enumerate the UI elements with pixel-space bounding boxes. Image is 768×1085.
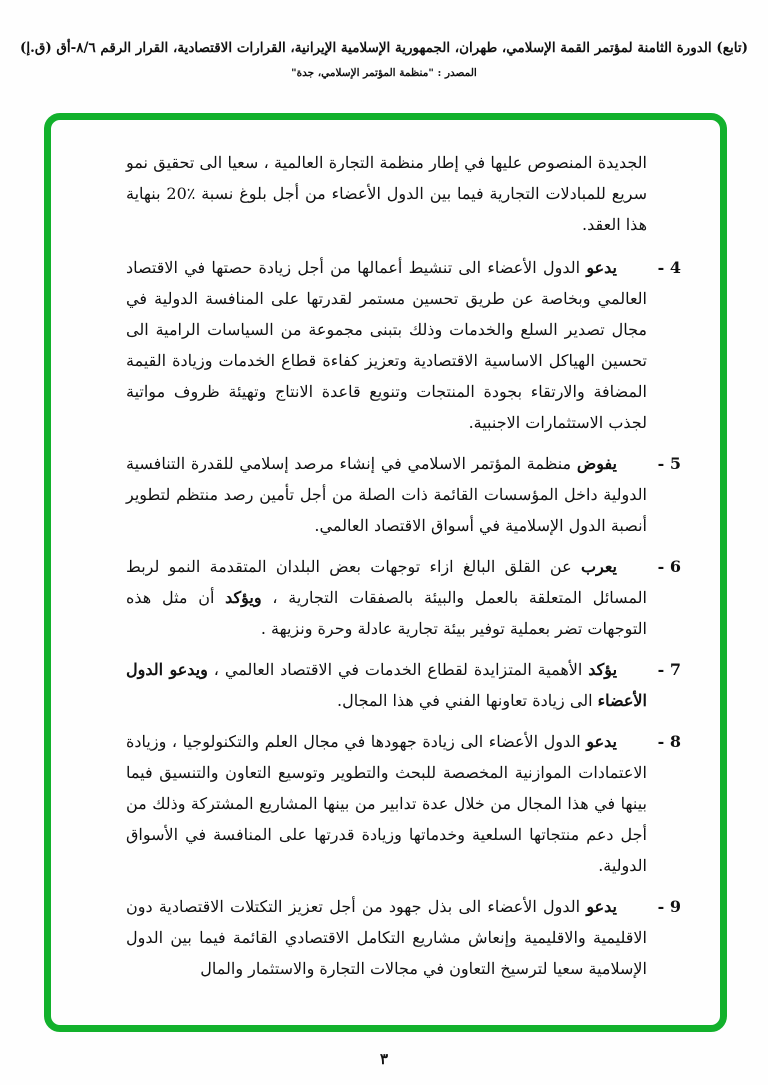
resolution-text: يعرب عن القلق البالغ ازاء توجهات بعض البلدان المتقدمة النمو لربط المسائل المتعلقة بالعمل والبيئة بالصفقات التجارية ، ويؤكد أن مثل هذه التوجهات تضر بعملية توفير بيئة تجارية عادلة وحرة ونزيهة . xyxy=(126,557,647,638)
resolution-number: 9 - xyxy=(657,897,681,916)
intro-paragraph: الجديدة المنصوص عليها في إطار منظمة التجارة العالمية ، سعيا الى تحقيق نمو سريع للمبادلات التجارية فيما بين الدول الأعضاء من أجل بلوغ نسبة ٪20 بنهاية هذا العقد. xyxy=(126,153,647,234)
resolution-text: يدعو الدول الأعضاء الى زيادة جهودها في مجال العلم والتكنولوجيا ، وزيادة الاعتمادات الموازنية المخصصة للبحث والتطوير وتوسيع التعاون والتنسيق فيما بينها في هذا المجال من خلال عدة تدابير من بينها المشاريع المشتركة وذلك من أجل دعم منتجاتها السلعية وخدماتها وزيادة قدرتها على المنافسة في الأسواق الدولية. xyxy=(126,732,647,875)
resolution-text: يدعو الدول الأعضاء الى تنشيط أعمالها من أجل زيادة حصتها في الاقتصاد العالمي وبخاصة عن طريق تحسين مستمر لقدرتها على المنافسة الدولية في مجال تصدير السلع والخدمات وذلك بتبنى مجموعة من السياسات الرامية الى تحسين الهياكل الاساسية الاقتصادية وتعزيز كفاءة قطاع الخدمات وزيادة القيمة المضافة والارتقاء بجودة المنتجات وتنويع قاعدة الانتاج وتهيئة ظروف مواتية لجذب الاستثمارات الاجنبية. xyxy=(126,258,648,432)
resolution-number: 5 - xyxy=(657,454,681,473)
resolution-number: 6 - xyxy=(657,557,681,576)
resolution-number: 7 - xyxy=(657,660,681,679)
resolution-item xyxy=(126,551,681,644)
document-source: المصدر : "منظمة المؤتمر الإسلامي، جدة" xyxy=(291,67,477,79)
resolution-number: 4 - xyxy=(657,258,681,277)
resolution-item xyxy=(126,726,681,881)
page-number: ٣ xyxy=(379,1050,389,1068)
resolution-item xyxy=(126,252,681,438)
document-header xyxy=(20,40,748,79)
resolution-item xyxy=(126,654,681,716)
resolution-text: يؤكد الأهمية المتزايدة لقطاع الخدمات في الاقتصاد العالمي ، ويدعو الدول الأعضاء الى زيادة تعاونها الفني في هذا المجال. xyxy=(126,660,647,710)
green-border-frame xyxy=(44,113,727,1032)
resolutions-list xyxy=(126,252,681,984)
resolution-item xyxy=(126,448,681,541)
document-title: (تابع) الدورة الثامنة لمؤتمر القمة الإسلامي، طهران، الجمهورية الإسلامية الإيرانية، القرارات الاقتصادية، القرار الرقم ٨/٦-أق (ق.إ) xyxy=(20,40,748,56)
document-body xyxy=(126,147,681,994)
resolution-number: 8 - xyxy=(657,732,681,751)
resolution-item xyxy=(126,891,681,984)
resolution-text: يفوض منظمة المؤتمر الاسلامي في إنشاء مرصد إسلامي للقدرة التنافسية الدولية داخل المؤسسات القائمة ذات الصلة من أجل تأمين رصد منتظم لتطوير أنصبة الدول الإسلامية في أسواق الاقتصاد العالمي. xyxy=(126,454,647,535)
resolution-text: يدعو الدول الأعضاء الى بذل جهود من أجل تعزيز التكتلات الاقتصادية دون الاقليمية والاقليمية وإنعاش مشاريع التكامل الاقتصادي القائمة فيما بين الدول الإسلامية سعيا لترسيخ التعاون في مجالات التجارة والاستثمار والمال xyxy=(126,897,647,978)
